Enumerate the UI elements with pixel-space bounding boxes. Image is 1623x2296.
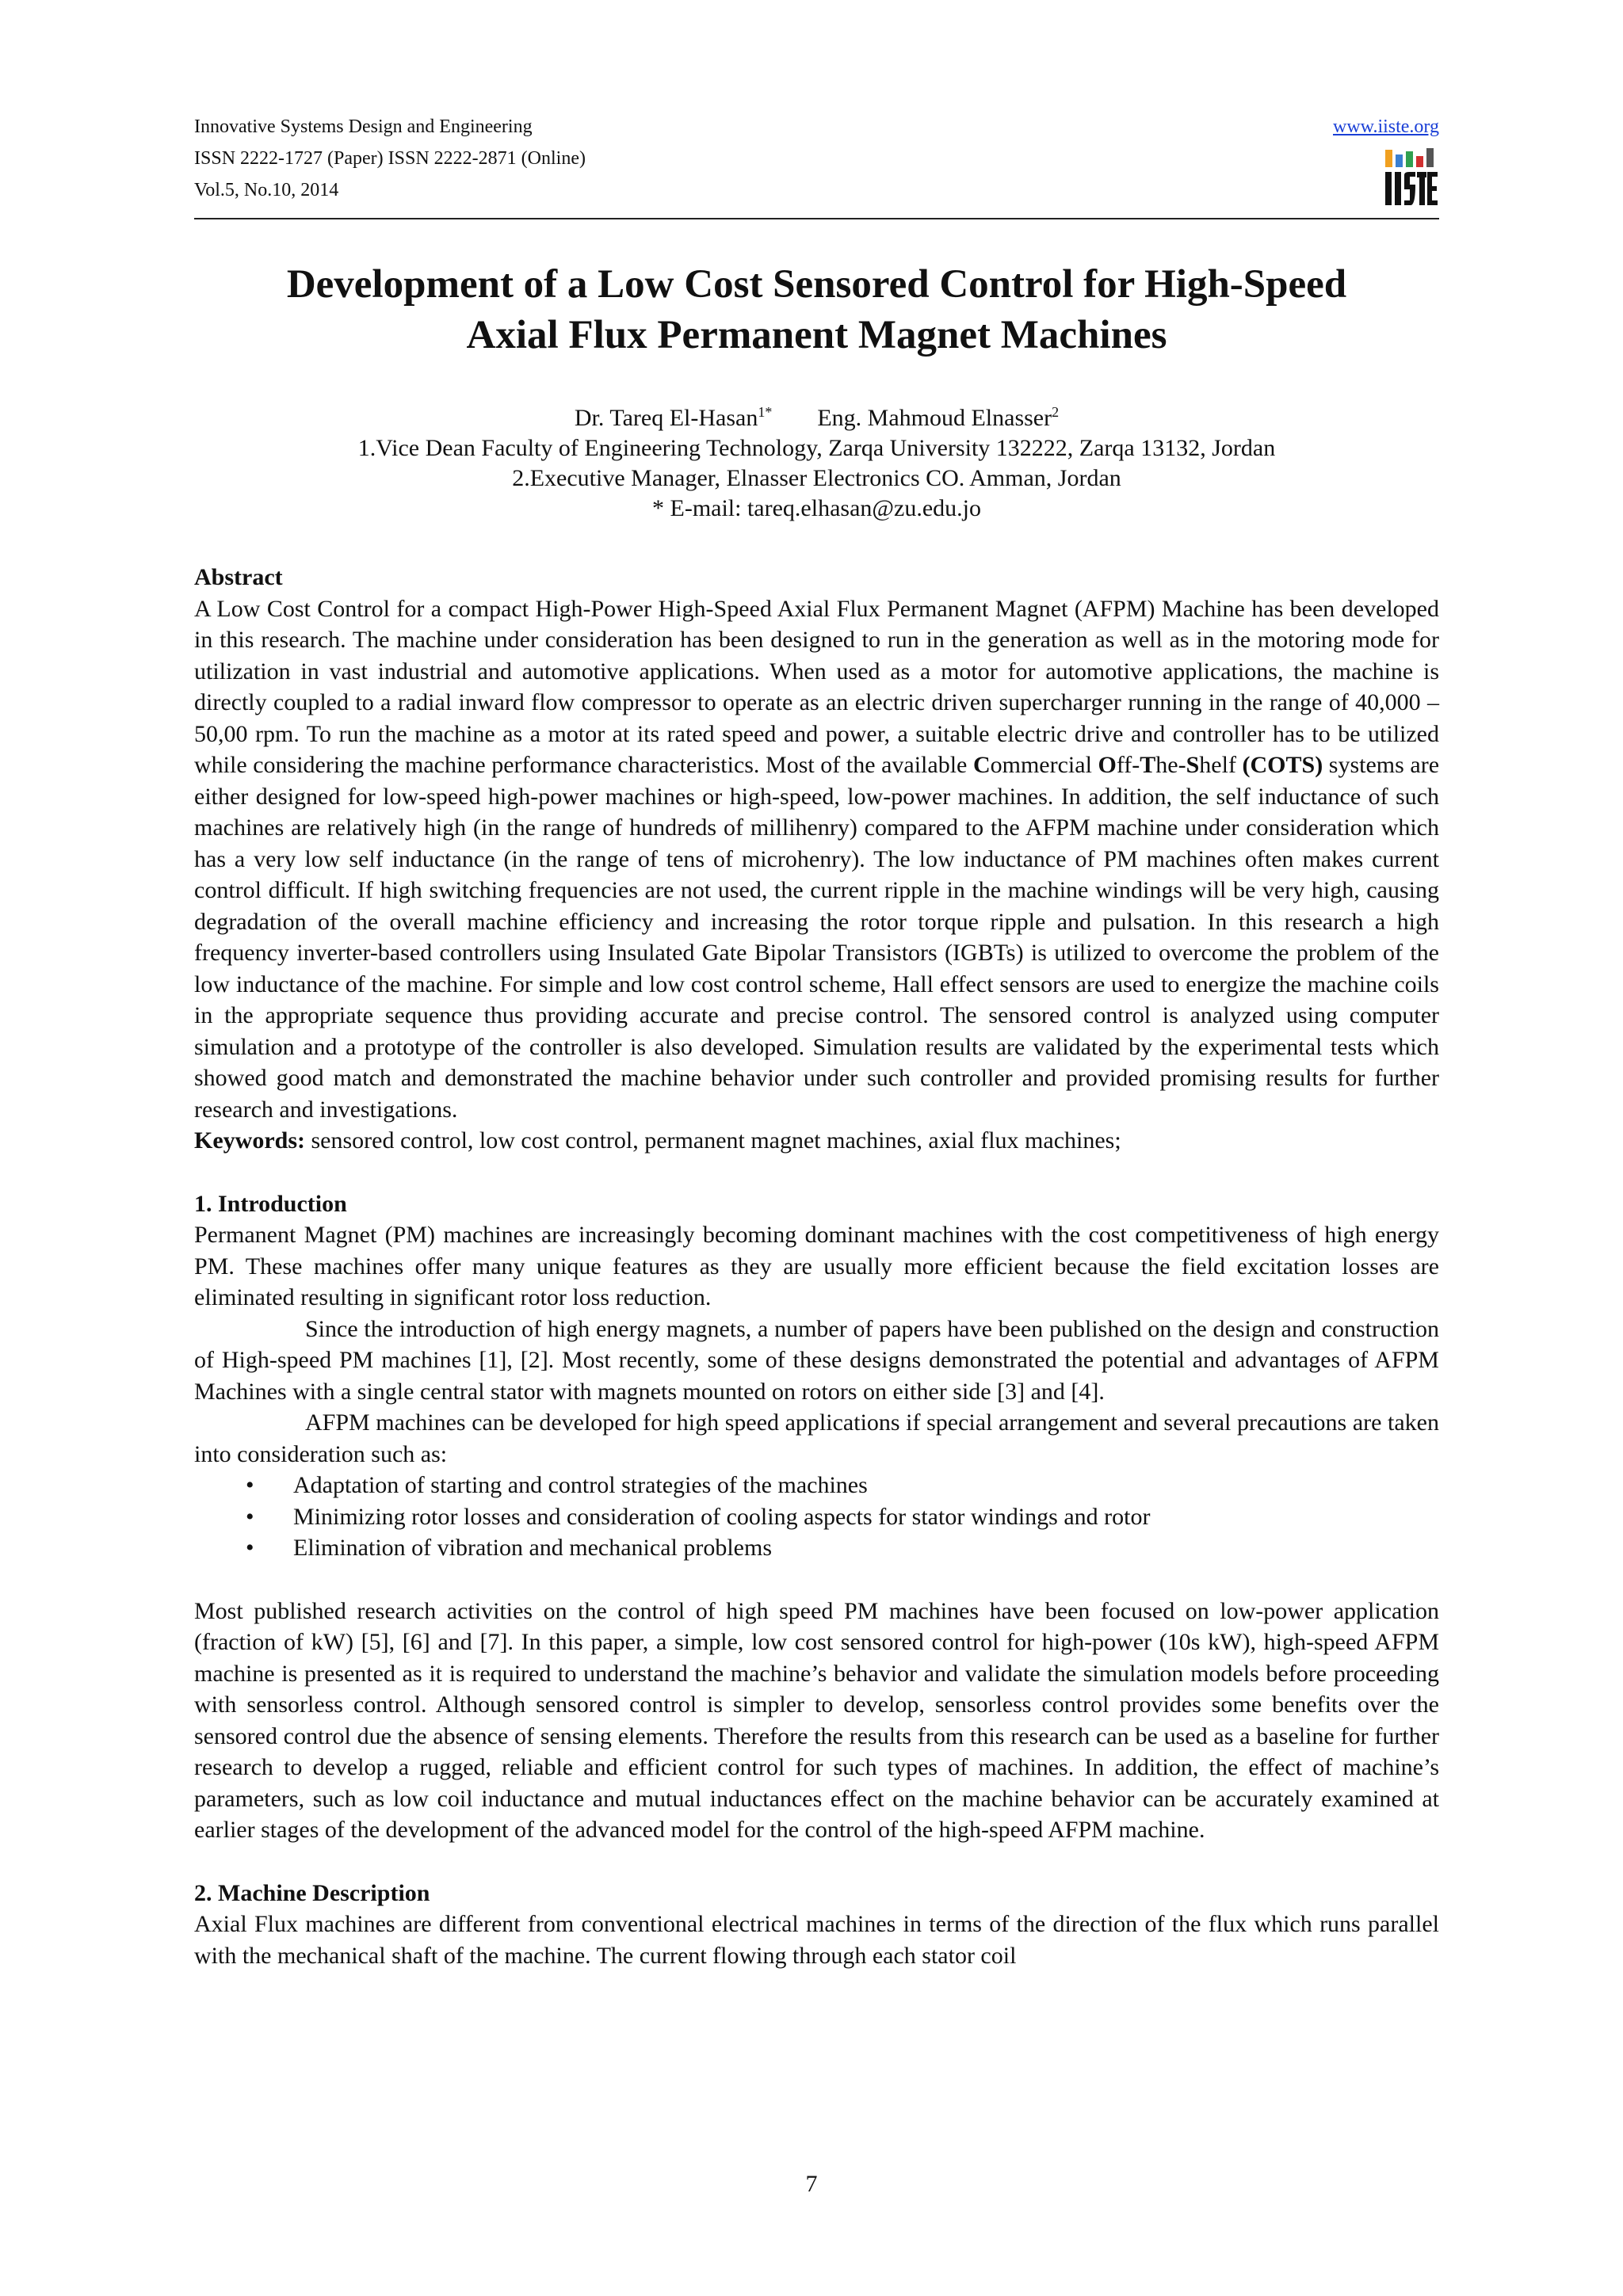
affiliation-1: 1.Vice Dean Faculty of Engineering Technology, Zarqa University 132222, Zarqa 13132, Jordan xyxy=(357,435,1276,461)
page-content xyxy=(194,111,1439,1971)
introduction-heading: 1. Introduction xyxy=(194,1190,347,1217)
cots-abbreviation: (COTS) xyxy=(1242,752,1323,778)
corresponding-email: * E-mail: tareq.elhasan@zu.edu.jo xyxy=(652,495,981,521)
list-item: • Elimination of vibration and mechanical problems xyxy=(194,1532,1439,1564)
intro-paragraph-3: AFPM machines can be developed for high speed applications if special arrangement and several precautions are taken into consideration such as: xyxy=(194,1409,1439,1467)
paper-title-line-1: Development of a Low Cost Sensored Control for High-Speed xyxy=(286,262,1347,307)
precautions-list xyxy=(194,1470,1439,1564)
machine-description-heading: 2. Machine Description xyxy=(194,1879,430,1906)
author-2-superscript: 2 xyxy=(1052,404,1060,420)
list-item: • Minimizing rotor losses and consideration of cooling aspects for stator windings and rotor xyxy=(194,1501,1439,1533)
journal-volume: Vol.5, No.10, 2014 xyxy=(194,180,339,200)
bullet-icon: • xyxy=(246,1535,254,1561)
affiliation-2: 2.Executive Manager, Elnasser Electronics CO. Amman, Jordan xyxy=(512,465,1121,491)
author-1-superscript: 1* xyxy=(758,404,773,420)
journal-info xyxy=(194,111,586,206)
keywords-line xyxy=(194,1125,1439,1157)
bullet-icon: • xyxy=(246,1472,254,1498)
paper-title-line-2: Axial Flux Permanent Magnet Machines xyxy=(466,313,1167,357)
list-item: • Adaptation of starting and control strategies of the machines xyxy=(194,1470,1439,1501)
intro-paragraph-1: Permanent Magnet (PM) machines are increasingly becoming dominant machines with the cost competitiveness of high energy PM. These machines offer many unique features as they are usually more efficient because the field excitation losses are eliminated resulting in significant rotor loss reduction. xyxy=(194,1222,1439,1310)
author-list xyxy=(194,397,1439,433)
machine-description-section xyxy=(194,1878,1439,1972)
machine-paragraph-1: Axial Flux machines are different from conventional electrical machines in terms of the direction of the flux which runs parallel with the mechanical shaft of the machine. The current flowing through each stator coil xyxy=(194,1911,1439,1969)
page-number: 7 xyxy=(805,2171,818,2197)
abstract-paragraph: A Low Cost Control for a compact High-Power High-Speed Axial Flux Permanent Magnet (AFPM) Machine has been developed in this research. The machine under consideration has been designed to run in the generation as well as in the motoring mode for utilization in vast industrial and automotive applications. When used as a motor for automotive applications, the machine is directly coupled to a radial inward flow compressor to operate as an electric driven supercharger running in the range of 40,000 – 50,00 rpm. To run the machine as a motor at its rated speed and power, a suitable electric drive and controller has to be utilized while considering the machine performance characteristics. Most of the available Commercial Off-The-Shelf (COTS) systems are either designed for low-speed high-power machines or high-speed, low-power machines. In addition, the self inductance of such machines are relatively high (in the range of hundreds of millihenry) compared to the AFPM machine under consideration which has a very low self inductance (in the range of tens of microhenry). The low inductance of PM machines often makes current control difficult. If high switching frequencies are not used, the current ripple in the machine windings will be very high, causing degradation of the overall machine efficiency and increasing the rotor torque ripple and pulsation. In this research a high frequency inverter-based controllers using Insulated Gate Bipolar Transistors (IGBTs) is utilized to overcome the problem of the low inductance of the machine. For simple and low cost control scheme, Hall effect sensors are used to energize the machine coils in the appropriate sequence thus providing accurate and precise control. The sensored control is analyzed using computer simulation and a prototype of the controller is also developed. Simulation results are validated by the experimental tests which showed good match and demonstrated the machine behavior under such controller and provided promising results for further research and investigations. xyxy=(194,595,1440,1123)
journal-name: Innovative Systems Design and Engineering xyxy=(194,116,533,137)
running-header xyxy=(194,111,1439,219)
keywords-label: Keywords: xyxy=(194,1127,305,1154)
iiste-logo-icon xyxy=(1381,147,1439,208)
paper-title xyxy=(194,259,1439,360)
abstract-heading: Abstract xyxy=(194,564,283,590)
intro-paragraph-4: Most published research activities on the control of high speed PM machines have been focused on low-power application (fraction of kW) [5], [6] and [7]. In this paper, a simple, low cost sensored control for high-power (10s kW), high-speed AFPM machine is presented as it is required to understand the machine’s behavior and validate the simulation models before proceeding with sensorless control. Although sensored control is simpler to develop, sensorless control provides some benefits over the sensored control due the absence of sensing elements. Therefore the results from this research can be used as a baseline for further research to develop a rugged, reliable and efficient control for such types of machines. In addition, the effect of machine’s parameters, such as low coil inductance and mutual inductances effect on the machine behavior can be accurately examined at earlier stages of the development of the advanced model for the control of the high-speed AFPM machine. xyxy=(194,1597,1439,1843)
author-1-name: Dr. Tareq El-Hasan xyxy=(574,405,758,431)
intro-paragraph-2: Since the introduction of high energy magnets, a number of papers have been published on the design and construction of High-speed PM machines [1], [2]. Most recently, some of these designs demonstrated the potential and advantages of AFPM Machines with a single central stator with magnets mounted on rotors on either side [3] and [4]. xyxy=(194,1315,1439,1405)
abstract-section xyxy=(194,562,1439,1157)
bullet-icon: • xyxy=(246,1503,254,1530)
journal-url-link[interactable]: www.iiste.org xyxy=(1333,116,1439,137)
keywords-text: sensored control, low cost control, permanent magnet machines, axial flux machines; xyxy=(304,1127,1121,1154)
author-2-name: Eng. Mahmoud Elnasser xyxy=(817,405,1052,431)
introduction-section xyxy=(194,1188,1439,1846)
journal-issn: ISSN 2222-1727 (Paper) ISSN 2222-2871 (Online) xyxy=(194,148,586,169)
